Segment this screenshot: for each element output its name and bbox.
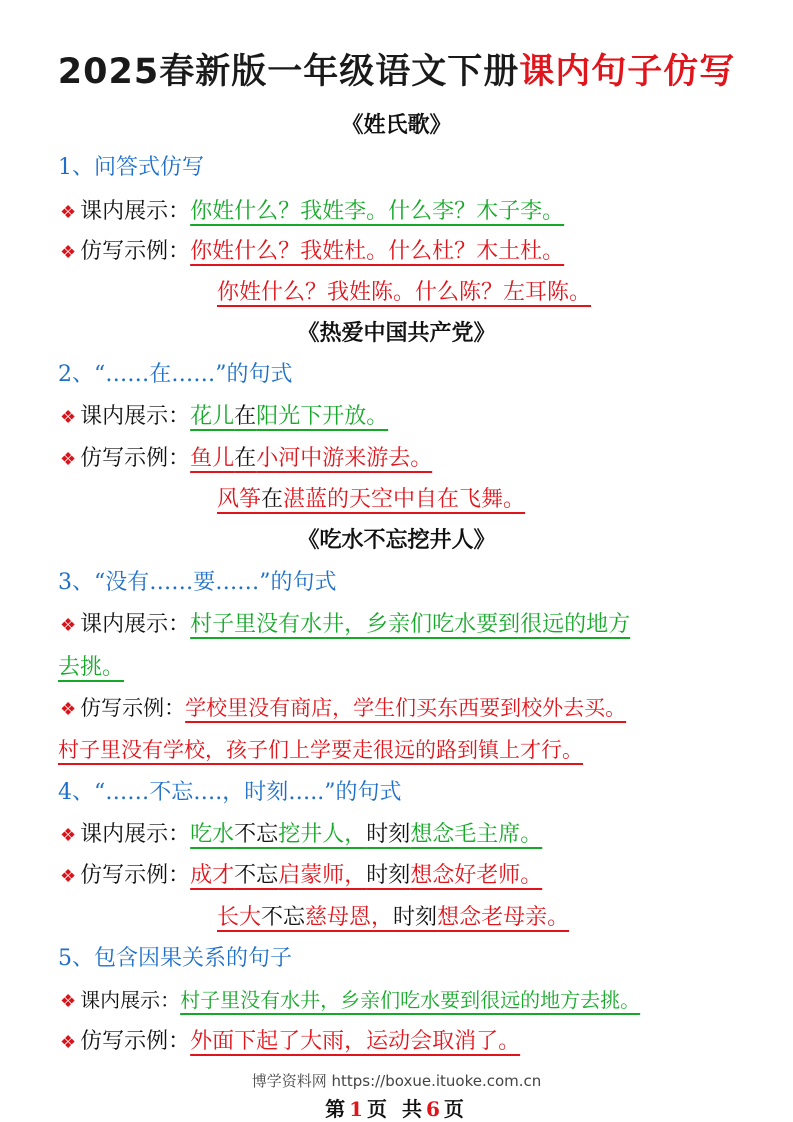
- s4-ex2-keyword-2: 时刻: [393, 905, 438, 930]
- page-mid: 页 共: [367, 1097, 426, 1121]
- s4-ex1-c: 启蒙师，: [278, 863, 367, 888]
- s1-example-row-2: [217, 275, 591, 306]
- diamond-bullet-icon: ❖: [60, 407, 77, 428]
- s3-example-text-1: 学校里没有商店，学生们买东西要到校外去买。: [185, 696, 627, 720]
- label-example: 仿写示例：: [80, 446, 191, 471]
- diamond-bullet-icon: ❖: [60, 449, 77, 470]
- lesson-heading-3: 《吃水不忘挖井人》: [297, 527, 496, 553]
- s2-shown-rest: 阳光下开放。: [256, 404, 389, 429]
- diamond-bullet-icon: ❖: [60, 991, 77, 1012]
- s3-shown-row-cont: [58, 650, 124, 681]
- page-number: [0, 1093, 793, 1122]
- s4-ex1-keyword-2: 时刻: [366, 863, 411, 888]
- s4-ex2-e: 想念老母亲。: [437, 905, 570, 930]
- s4-ex2-c: 慈母恩，: [305, 905, 394, 930]
- s4-ex1-e: 想念好老师。: [410, 863, 543, 888]
- s2-ex1-keyword: 在: [234, 446, 257, 471]
- s4-ex2-keyword-1: 不忘: [261, 905, 306, 930]
- title-black-part: 2025春新版一年级语文下册: [57, 52, 520, 92]
- page-current: 1: [349, 1097, 368, 1121]
- diamond-bullet-icon: ❖: [60, 699, 77, 720]
- page-suffix: 页: [443, 1097, 468, 1121]
- s2-example-text-1: [190, 446, 432, 471]
- s4-shown-e: 想念毛主席。: [410, 822, 543, 847]
- s4-shown-c: 挖井人，: [278, 822, 367, 847]
- s3-shown-text-line1: 村子里没有水井，乡亲们吃水要到很远的地方: [190, 612, 631, 637]
- label-shown: 课内展示：: [80, 612, 191, 637]
- section-heading-1: 1、问答式仿写: [58, 155, 204, 180]
- s2-ex2-rest: 湛蓝的天空中自在飞舞。: [283, 487, 526, 512]
- s4-shown-keyword-2: 时刻: [366, 822, 411, 847]
- diamond-bullet-icon: ❖: [60, 615, 77, 636]
- label-example: 仿写示例：: [80, 1029, 191, 1054]
- footer-site-link[interactable]: 博学资料网 https://boxue.ituoke.com.cn: [251, 1072, 542, 1090]
- s5-example-text-1: 外面下起了大雨，运动会取消了。: [190, 1029, 521, 1054]
- lesson-heading-1: 《姓氏歌》: [341, 112, 452, 138]
- title-red-part: 课内句子仿写: [519, 52, 736, 92]
- lesson-heading-2: 《热爱中国共产党》: [297, 320, 496, 346]
- s2-ex1-subject: 鱼儿: [190, 446, 235, 471]
- s2-ex2-keyword: 在: [261, 487, 284, 512]
- page-total: 6: [425, 1097, 444, 1121]
- s4-example-row-1: [60, 858, 542, 889]
- s4-example-text-1: [190, 863, 542, 888]
- diamond-bullet-icon: ❖: [60, 825, 77, 846]
- s3-example-row-1: [60, 692, 626, 722]
- s4-example-text-2: [217, 905, 569, 930]
- s1-shown-text: 你姓什么？我姓李。什么李？木子李。: [190, 199, 565, 224]
- diamond-bullet-icon: ❖: [60, 202, 77, 223]
- s3-shown-text-line2: 去挑。: [58, 655, 125, 680]
- s1-shown-row: [60, 194, 564, 225]
- page-prefix: 第: [325, 1097, 350, 1121]
- label-shown: 课内展示：: [80, 199, 191, 224]
- s2-shown-keyword: 在: [234, 404, 257, 429]
- s4-shown-text: [190, 822, 542, 847]
- s4-example-row-2: [217, 900, 569, 931]
- label-example: 仿写示例：: [80, 239, 191, 264]
- s4-ex1-keyword-1: 不忘: [234, 863, 279, 888]
- diamond-bullet-icon: ❖: [60, 866, 77, 887]
- s2-shown-text: [190, 404, 388, 429]
- s5-shown-text: 村子里没有水井，乡亲们吃水要到很远的地方去挑。: [180, 988, 641, 1012]
- s2-ex2-subject: 风筝: [217, 487, 262, 512]
- label-shown: 课内展示：: [80, 822, 191, 847]
- s3-example-row-2: [58, 734, 583, 764]
- diamond-bullet-icon: ❖: [60, 1032, 77, 1053]
- s2-shown-subject: 花儿: [190, 404, 235, 429]
- label-example: 仿写示例：: [80, 696, 186, 720]
- s5-example-row-1: [60, 1024, 520, 1055]
- s4-shown-row: [60, 817, 542, 848]
- s1-example-text-2: 你姓什么？我姓陈。什么陈？左耳陈。: [217, 280, 592, 305]
- section-heading-2: 2、“……在……”的句式: [58, 362, 293, 387]
- page-title: [0, 44, 793, 94]
- label-shown: 课内展示：: [80, 988, 181, 1012]
- s3-example-text-2: 村子里没有学校，孩子们上学要走很远的路到镇上才行。: [58, 738, 583, 762]
- s1-example-text-1: 你姓什么？我姓杜。什么杜？木土杜。: [190, 239, 565, 264]
- s4-shown-keyword-1: 不忘: [234, 822, 279, 847]
- s1-example-row-1: [60, 234, 564, 265]
- section-heading-3: 3、“没有……要……”的句式: [58, 570, 337, 595]
- label-shown: 课内展示：: [80, 404, 191, 429]
- diamond-bullet-icon: ❖: [60, 242, 77, 263]
- s2-example-row-2: [217, 482, 525, 513]
- label-example: 仿写示例：: [80, 863, 191, 888]
- s3-shown-row: [60, 607, 630, 638]
- s2-example-text-2: [217, 487, 525, 512]
- section-heading-4: 4、“……不忘….，时刻…..”的句式: [58, 780, 402, 805]
- s2-ex1-rest: 小河中游来游去。: [256, 446, 433, 471]
- s5-shown-row: [60, 984, 640, 1013]
- s4-ex1-a: 成才: [190, 863, 235, 888]
- s2-shown-row: [60, 399, 388, 430]
- s4-shown-a: 吃水: [190, 822, 235, 847]
- s4-ex2-a: 长大: [217, 905, 262, 930]
- s2-example-row-1: [60, 441, 432, 472]
- section-heading-5: 5、包含因果关系的句子: [58, 946, 292, 971]
